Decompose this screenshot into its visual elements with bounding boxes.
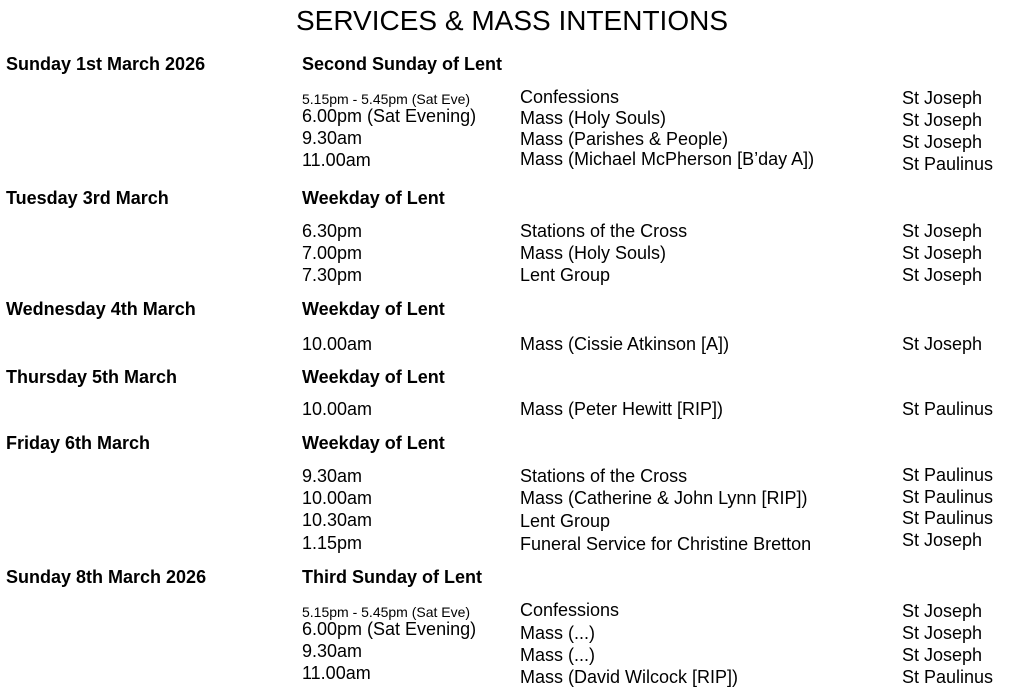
service-time: 10.00am [302, 488, 373, 508]
service-description: Lent Group [520, 265, 611, 285]
service-description: Lent Group [520, 511, 611, 531]
service-location: St Joseph [902, 265, 983, 285]
service-description: Stations of the Cross [520, 466, 688, 486]
service-location: St Paulinus [902, 487, 994, 507]
service-description: Mass (...) [520, 623, 595, 643]
service-description: Confessions [520, 87, 620, 107]
service-location: St Paulinus [902, 154, 994, 174]
liturgical-day: Weekday of Lent [302, 299, 445, 319]
service-time: 5.15pm - 5.45pm (Sat Eve) [302, 91, 471, 107]
liturgical-day: Third Sunday of Lent [302, 567, 482, 587]
service-time: 7.00pm [302, 243, 363, 263]
liturgical-day: Weekday of Lent [302, 188, 445, 208]
service-time: 6.30pm [302, 221, 363, 241]
day-date: Thursday 5th March [6, 367, 178, 387]
page-title: SERVICES & MASS INTENTIONS [295, 5, 729, 36]
service-location: St Joseph [902, 601, 983, 621]
service-description: Mass (Holy Souls) [520, 108, 667, 128]
service-location: St Joseph [902, 623, 983, 643]
service-location: St Paulinus [902, 508, 994, 528]
service-location: St Joseph [902, 110, 983, 130]
liturgical-day: Weekday of Lent [302, 367, 445, 387]
service-description: Mass (Parishes & People) [520, 129, 729, 149]
service-time: 9.30am [302, 466, 363, 486]
service-location: St Joseph [902, 243, 983, 263]
service-time: 9.30am [302, 641, 363, 661]
service-description: Mass (Holy Souls) [520, 243, 667, 263]
service-description: Mass (David Wilcock [RIP]) [520, 667, 739, 687]
service-location: St Joseph [902, 530, 983, 550]
service-description: Funeral Service for Christine Bretton [520, 534, 812, 554]
service-location: St Joseph [902, 221, 983, 241]
service-time: 9.30am [302, 128, 363, 148]
service-time: 5.15pm - 5.45pm (Sat Eve) [302, 604, 471, 620]
day-date: Friday 6th March [6, 433, 151, 453]
service-time: 6.00pm (Sat Evening) [302, 619, 477, 639]
service-time: 1.15pm [302, 533, 363, 553]
service-time: 7.30pm [302, 265, 363, 285]
service-description: Stations of the Cross [520, 221, 688, 241]
service-time: 11.00am [302, 663, 371, 683]
service-description: Mass (Cissie Atkinson [A]) [520, 334, 730, 354]
service-description: Mass (Michael McPherson [B’day A]) [520, 149, 815, 169]
day-date: Wednesday 4th March [6, 299, 196, 319]
day-date: Sunday 8th March 2026 [6, 567, 207, 587]
service-description: Mass (Catherine & John Lynn [RIP]) [520, 488, 808, 508]
liturgical-day: Second Sunday of Lent [302, 54, 503, 74]
service-time: 10.30am [302, 510, 373, 530]
service-time: 6.00pm (Sat Evening) [302, 106, 477, 126]
liturgical-day: Weekday of Lent [302, 433, 445, 453]
service-time: 10.00am [302, 334, 373, 354]
service-location: St Joseph [902, 334, 983, 354]
service-location: St Joseph [902, 132, 983, 152]
service-location: St Paulinus [902, 399, 994, 419]
service-location: St Joseph [902, 645, 983, 665]
service-location: St Joseph [902, 88, 983, 108]
service-description: Confessions [520, 600, 620, 620]
service-time: 10.00am [302, 399, 373, 419]
service-location: St Paulinus [902, 465, 994, 485]
service-location: St Paulinus [902, 667, 994, 687]
day-date: Sunday 1st March 2026 [6, 54, 206, 74]
day-date: Tuesday 3rd March [6, 188, 169, 208]
service-description: Mass (...) [520, 645, 595, 665]
service-time: 11.00am [302, 150, 371, 170]
service-description: Mass (Peter Hewitt [RIP]) [520, 399, 724, 419]
